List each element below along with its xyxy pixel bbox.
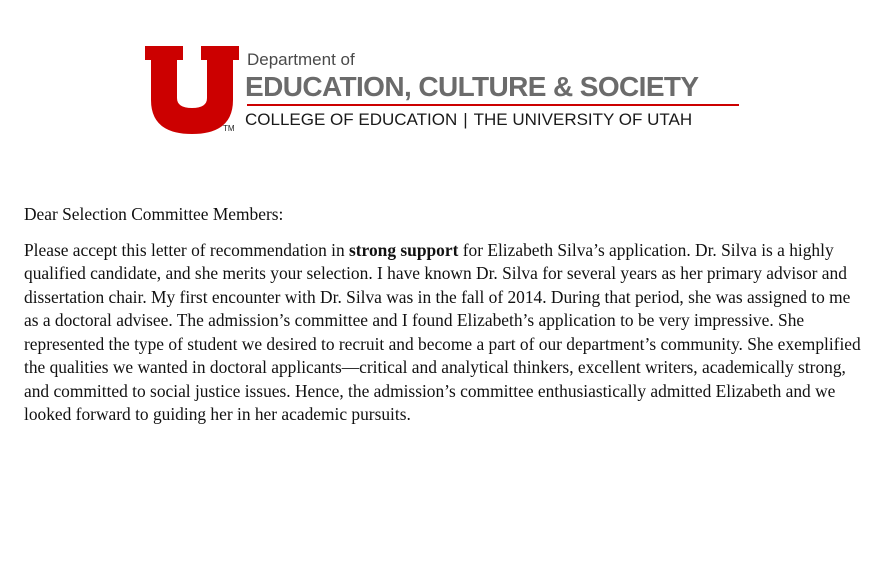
university-of-utah-block-u-icon [145,46,239,134]
paragraph-text-rest: for Elizabeth Silva’s application. Dr. Silva is a highly qualified candidate, and she merits your selection. I have known Dr. Silva for several years as her primary advisor and dissertation chair. My first encounter with Dr. Silva was in the fall of 2014. During that period, she was assigned to me as a doctoral advisee. The admission’s committee and I found Elizabeth’s application to be very impressive. She represented the type of student we desired to recruit and become a part of our department’s community. She exemplified the qualities we wanted in doctoral applicants—critical and analytical thinkers, excellent writers, academically strong, and committed to social justice issues. Hence, the admission’s committee enthusiastically admitted Elizabeth and we looked forward to guiding her in her academic pursuits. [24,239,861,424]
paragraph-text-start: Please accept this letter of recommendation in [24,239,349,260]
college-name: COLLEGE OF EDUCATION [245,110,458,129]
paragraph-bold-phrase: strong support [349,239,459,260]
recommendation-paragraph [24,239,864,427]
college-separator: | [463,110,468,129]
letterhead-rule [247,104,739,106]
letter-body [24,203,864,427]
letterhead [145,46,745,146]
trademark-label: TM [223,124,235,133]
salutation: Dear Selection Committee Members: [24,204,284,224]
department-name: EDUCATION, CULTURE & SOCIETY [245,71,699,102]
college-line [245,110,692,130]
department-of-label: Department of [247,50,355,69]
university-name: THE UNIVERSITY OF UTAH [473,110,693,129]
